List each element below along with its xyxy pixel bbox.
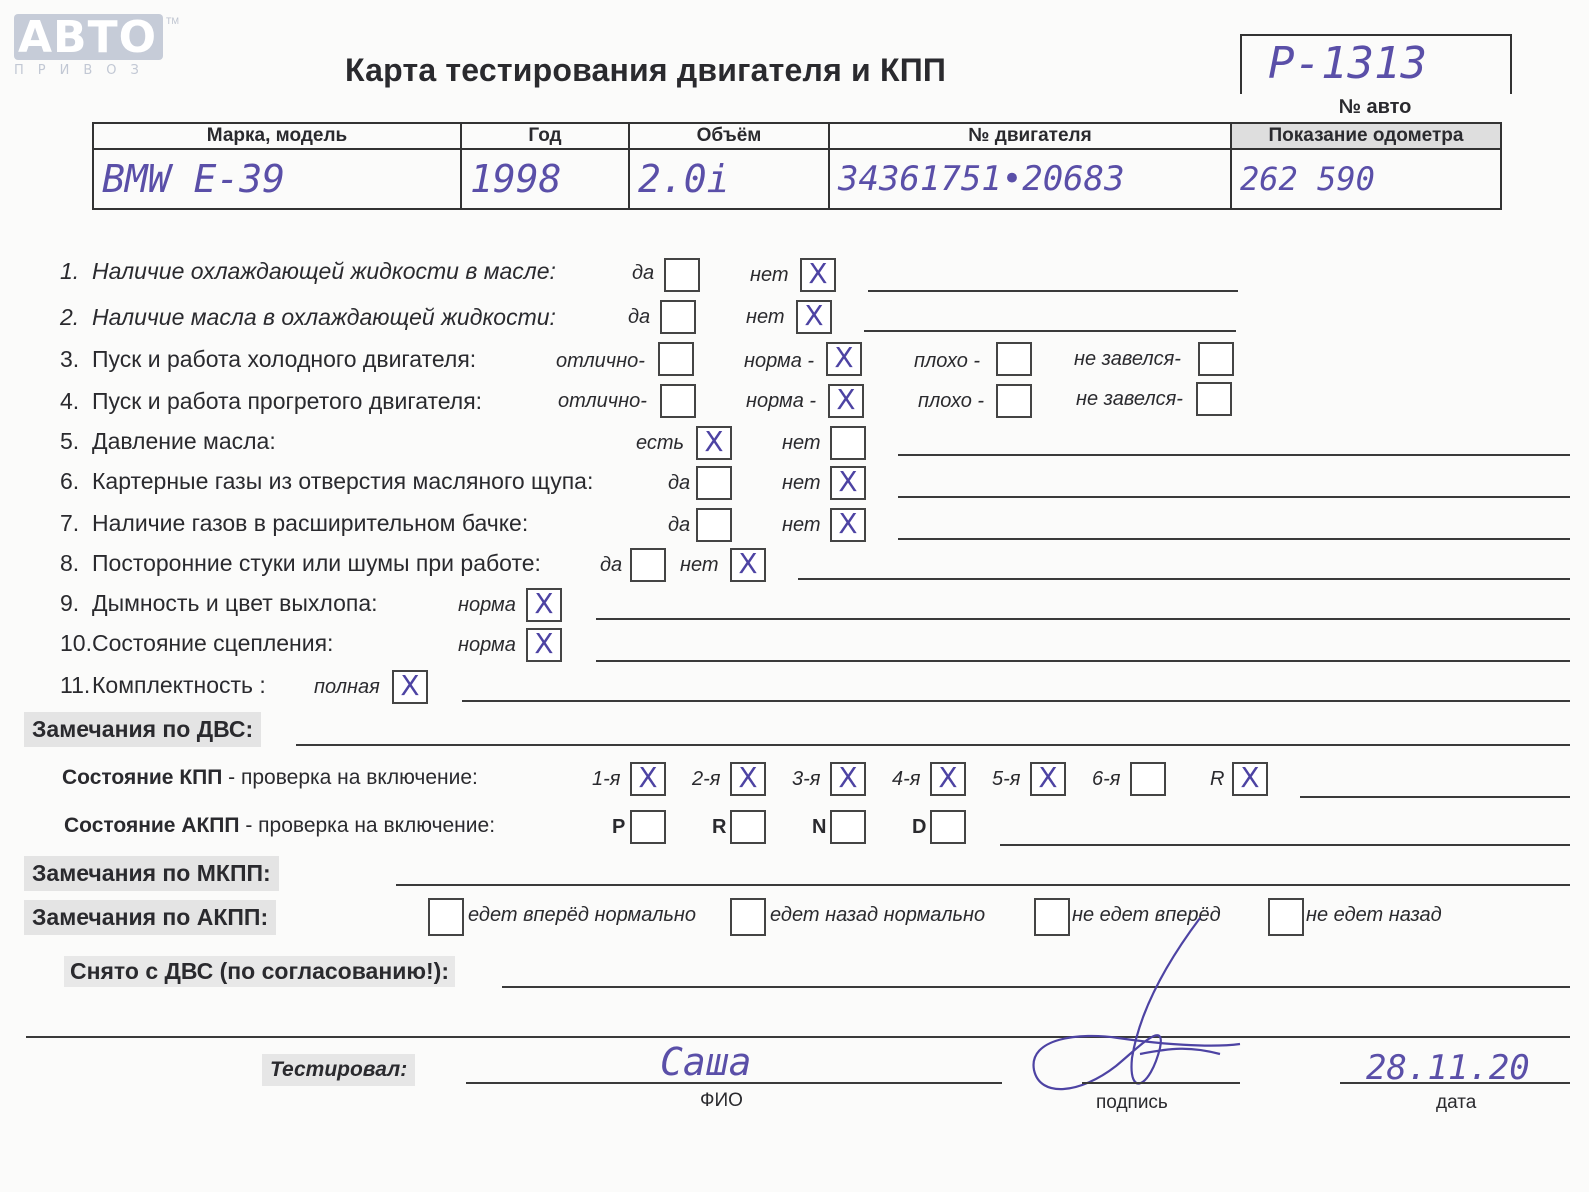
signature-line[interactable]	[1082, 1082, 1240, 1084]
q4-ploho-label: плохо -	[918, 390, 985, 412]
logo-tm: TM	[166, 16, 179, 26]
kpp-gear-1-mark: X	[638, 761, 658, 794]
kpp-gear-4-label: 4-я	[892, 768, 921, 790]
q2-da-checkbox[interactable]	[660, 300, 696, 334]
question-5: 5. Давление масла:	[60, 428, 276, 454]
col-model: Марка, модель	[93, 123, 461, 149]
q7-da-label: да	[668, 514, 691, 536]
avto-number-box	[1240, 34, 1512, 94]
value-model: BMW E-39	[93, 149, 461, 209]
akpp-forward-ok-checkbox[interactable]	[428, 898, 464, 936]
q1-net-mark: X	[808, 257, 828, 290]
q8-da-checkbox[interactable]	[630, 548, 666, 582]
date-caption: дата	[1436, 1092, 1477, 1113]
akpp-no-backward-checkbox[interactable]	[1268, 898, 1304, 936]
q6-da-label: да	[668, 472, 691, 494]
kpp-gear-r-mark: X	[1240, 761, 1260, 794]
q9-norma-label: норма	[458, 594, 516, 616]
section-akpp-remarks: Замечания по АКПП:	[24, 900, 276, 935]
q6-da-checkbox[interactable]	[696, 466, 732, 500]
q5-net-label: нет	[782, 432, 821, 454]
q4-norma-checkbox[interactable]	[828, 384, 864, 418]
kpp-remarks-line[interactable]	[1300, 796, 1570, 798]
q3-otlichno-label: отлично-	[556, 350, 645, 372]
q1-da-label: да	[632, 262, 655, 284]
q2-net-mark: X	[804, 299, 824, 332]
fio-value: Саша	[660, 1040, 752, 1084]
kpp-gear-4-mark: X	[938, 761, 958, 794]
akpp-no-forward-label: не едет вперёд	[1072, 904, 1221, 926]
kpp-gear-2-checkbox[interactable]	[730, 762, 766, 796]
akpp-n-label: N	[812, 816, 827, 838]
tested-by-label: Тестировал:	[262, 1054, 415, 1086]
q3-otlichno-checkbox[interactable]	[658, 342, 694, 376]
kpp-gear-2-mark: X	[738, 761, 758, 794]
kpp-gear-3-mark: X	[838, 761, 858, 794]
logo-word: АВТО	[14, 14, 163, 60]
kpp-gear-3-checkbox[interactable]	[830, 762, 866, 796]
q2-comment-line[interactable]	[864, 330, 1236, 332]
q6-net-label: нет	[782, 472, 821, 494]
q1-net-checkbox[interactable]	[800, 258, 836, 292]
question-4: 4. Пуск и работа прогретого двигателя:	[60, 388, 483, 414]
akpp-backward-ok-label: едет назад нормально	[770, 904, 986, 926]
value-odometer: 262 590	[1231, 149, 1501, 209]
q10-norma-label: норма	[458, 634, 516, 656]
q8-net-mark: X	[738, 547, 758, 580]
q3-ne-zavelsya-label: не завелся-	[1074, 348, 1181, 370]
kpp-gear-6-label: 6-я	[1092, 768, 1121, 790]
page-title: Карта тестирования двигателя и КПП	[345, 52, 947, 88]
kpp-gear-5-label: 5-я	[992, 768, 1021, 790]
q6-net-mark: X	[838, 465, 858, 498]
q3-norma-label: норма -	[744, 350, 815, 372]
question-2: 2. Наличие масла в охлаждающей жидкости:	[60, 304, 556, 330]
date-line[interactable]	[1340, 1082, 1570, 1084]
q8-net-checkbox[interactable]	[730, 548, 766, 582]
kpp-gear-3-label: 3-я	[792, 768, 821, 790]
col-volume: Объём	[629, 123, 829, 149]
q1-net-label: нет	[750, 264, 789, 286]
q7-net-label: нет	[782, 514, 821, 536]
question-6: 6. Картерные газы из отверстия масляного щупа:	[60, 468, 594, 494]
akpp-n-checkbox[interactable]	[830, 810, 866, 844]
question-11: 11.Комплектность :	[60, 672, 266, 698]
akpp-d-label: D	[912, 816, 927, 838]
mkpp-remarks-line[interactable]	[396, 884, 1570, 886]
q2-da-label: да	[628, 306, 651, 328]
value-year: 1998	[461, 149, 629, 209]
akpp-r-checkbox[interactable]	[730, 810, 766, 844]
fio-line[interactable]	[466, 1082, 1002, 1084]
avto-number-label: № авто	[1338, 96, 1412, 118]
akpp-forward-ok-label: едет вперёд нормально	[468, 904, 697, 926]
q2-net-label: нет	[746, 306, 785, 328]
akpp-r-label: R	[712, 816, 727, 838]
header-table	[92, 122, 1502, 210]
q5-comment-line[interactable]	[898, 454, 1570, 456]
col-engine-number: № двигателя	[829, 123, 1231, 149]
q1-comment-line[interactable]	[868, 290, 1238, 292]
kpp-gear-5-mark: X	[1038, 761, 1058, 794]
question-10: 10.Состояние сцепления:	[60, 630, 334, 656]
q7-da-checkbox[interactable]	[696, 508, 732, 542]
q10-norma-mark: X	[534, 627, 554, 660]
q7-net-mark: X	[838, 507, 858, 540]
q8-comment-line[interactable]	[798, 578, 1570, 580]
q6-comment-line[interactable]	[898, 496, 1570, 498]
q3-norma-checkbox[interactable]	[826, 342, 862, 376]
section-removed-from-engine: Снято с ДВС (по согласованию!):	[64, 956, 455, 987]
akpp-p-checkbox[interactable]	[630, 810, 666, 844]
akpp-backward-ok-checkbox[interactable]	[730, 898, 766, 936]
q2-net-checkbox[interactable]	[796, 300, 832, 334]
q5-net-checkbox[interactable]	[830, 426, 866, 460]
removed-line-2[interactable]	[26, 1036, 1570, 1038]
kpp-gear-1-checkbox[interactable]	[630, 762, 666, 796]
q4-norma-mark: X	[836, 383, 856, 416]
q4-otlichno-checkbox[interactable]	[660, 384, 696, 418]
q6-net-checkbox[interactable]	[830, 466, 866, 500]
q10-comment-line[interactable]	[596, 660, 1570, 662]
q5-est-checkbox[interactable]	[696, 426, 732, 460]
dvs-remarks-line[interactable]	[296, 744, 1570, 746]
q11-polnaya-checkbox[interactable]	[392, 670, 428, 704]
q8-net-label: нет	[680, 554, 719, 576]
col-odometer: Показание одометра	[1231, 123, 1501, 149]
question-8: 8. Посторонние стуки или шумы при работе:	[60, 550, 541, 576]
kpp-gear-6-checkbox[interactable]	[1130, 762, 1166, 796]
question-7: 7. Наличие газов в расширительном бачке:	[60, 510, 529, 536]
kpp-gear-5-checkbox[interactable]	[1030, 762, 1066, 796]
akpp-state-label: Состояние АКПП - проверка на включение:	[64, 814, 496, 837]
q4-ploho-checkbox[interactable]	[996, 384, 1032, 418]
kpp-state-label: Состояние КПП - проверка на включение:	[62, 766, 478, 789]
q4-otlichno-label: отлично-	[558, 390, 647, 412]
q7-net-checkbox[interactable]	[830, 508, 866, 542]
q3-ne-zavelsya-checkbox[interactable]	[1198, 342, 1234, 376]
question-3: 3. Пуск и работа холодного двигателя:	[60, 346, 477, 372]
kpp-gear-r-checkbox[interactable]	[1232, 762, 1268, 796]
value-volume: 2.0i	[629, 149, 829, 209]
kpp-gear-4-checkbox[interactable]	[930, 762, 966, 796]
kpp-gear-2-label: 2-я	[692, 768, 721, 790]
q5-est-label: есть	[636, 432, 685, 454]
akpp-state-line[interactable]	[1000, 844, 1570, 846]
akpp-p-label: P	[612, 816, 626, 838]
q3-norma-mark: X	[834, 341, 854, 374]
fio-caption: ФИО	[700, 1090, 743, 1111]
section-dvs-remarks: Замечания по ДВС:	[24, 712, 261, 747]
avto-number-value: P-1313	[1268, 38, 1427, 89]
q4-ne-zavelsya-checkbox[interactable]	[1196, 382, 1232, 416]
q5-est-mark: X	[704, 425, 724, 458]
q11-comment-line[interactable]	[462, 700, 1570, 702]
signature-caption: подпись	[1096, 1092, 1168, 1113]
q3-ploho-label: плохо -	[914, 350, 981, 372]
q4-norma-label: норма -	[746, 390, 817, 412]
col-year: Год	[461, 123, 629, 149]
q9-comment-line[interactable]	[596, 618, 1570, 620]
akpp-no-backward-label: не едет назад	[1306, 904, 1442, 926]
question-9: 9. Дымность и цвет выхлопа:	[60, 590, 378, 616]
q10-norma-checkbox[interactable]	[526, 628, 562, 662]
q9-norma-mark: X	[534, 587, 554, 620]
q4-ne-zavelsya-label: не завелся-	[1076, 388, 1183, 410]
q11-polnaya-mark: X	[400, 669, 420, 702]
date-value: 28.11.20	[1366, 1048, 1530, 1088]
question-1: 1. Наличие охлаждающей жидкости в масле:	[60, 258, 556, 284]
logo	[14, 12, 179, 78]
value-engine-number: 34361751•20683	[829, 149, 1231, 209]
section-mkpp-remarks: Замечания по МКПП:	[24, 856, 279, 891]
akpp-d-checkbox[interactable]	[930, 810, 966, 844]
logo-sub: ПРИВОЗ	[14, 63, 153, 78]
q7-comment-line[interactable]	[898, 538, 1570, 540]
q8-da-label: да	[600, 554, 623, 576]
q3-ploho-checkbox[interactable]	[996, 342, 1032, 376]
kpp-gear-1-label: 1-я	[592, 768, 621, 790]
kpp-gear-r-label: R	[1210, 768, 1225, 790]
q1-da-checkbox[interactable]	[664, 258, 700, 292]
q11-polnaya-label: полная	[314, 676, 380, 698]
q9-norma-checkbox[interactable]	[526, 588, 562, 622]
